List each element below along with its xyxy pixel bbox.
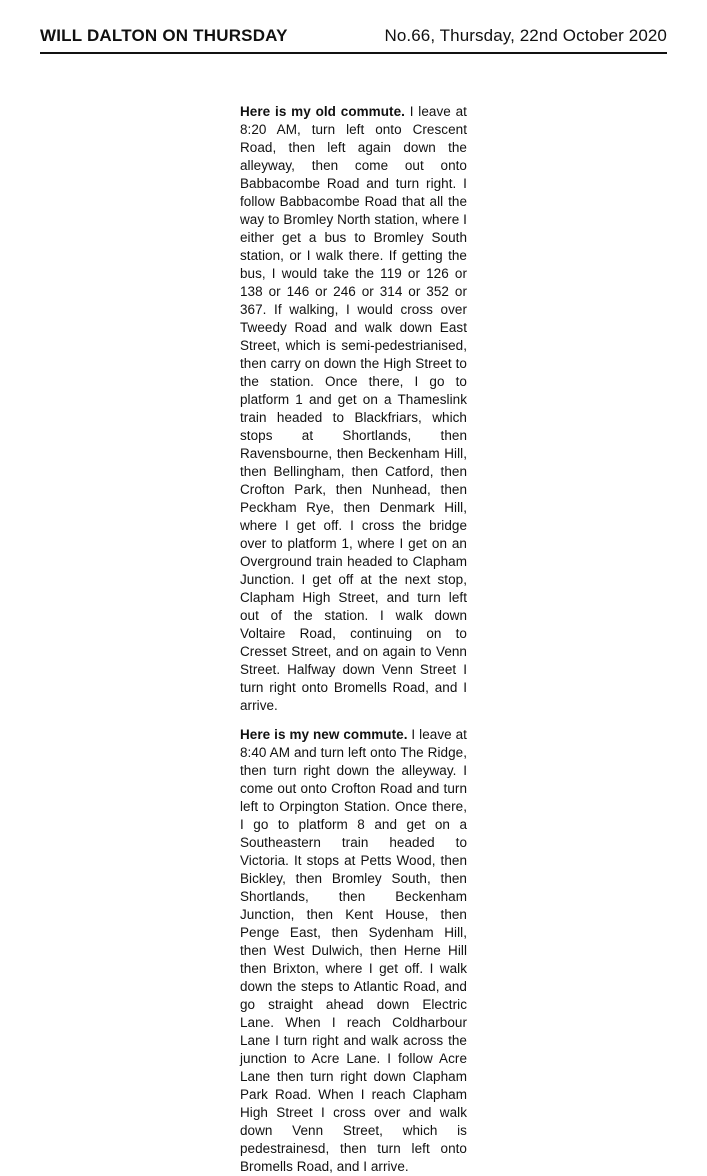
paragraph-old-commute [240,103,467,715]
paragraph-new-commute [240,726,467,1176]
masthead-title: WILL DALTON ON THURSDAY [40,26,288,45]
paragraph-old-commute-text: I leave at 8:20 AM, turn left onto Crescent Road, then left again down the alleyway, then come out onto Babbacombe Road and turn right. I follow Babbacombe Road that all the way to Bromley North station, where I either get a bus to Bromley South station, or I walk there. If getting the bus, I would take the 119 or 126 or 138 or 146 or 246 or 314 or 352 or 367. If walking, I would cross over Tweedy Road and walk down East Street, which is semi-pedestrianised, then carry on down the High Street to the station. Once there, I go to platform 1 and get on a Thameslink train headed to Blackfriars, which stops at Shortlands, then Ravensbourne, then Beckenham Hill, then Bellingham, then Catford, then Crofton Park, then Nunhead, then Peckham Rye, then Denmark Hill, where I get off. I cross the bridge over to platform 1, where I get on an Overground train headed to Clapham Junction. I get off at the next stop, Clapham High Street, and turn left out of the station. I walk down Voltaire Road, continuing on to Cresset Street, and on again to Venn Street. Halfway down Venn Street I turn right onto Bromells Road, and I arrive. [240,104,467,713]
masthead [40,26,667,54]
article-body [0,103,707,1176]
paragraph-new-commute-lead: Here is my new commute. [240,727,408,742]
masthead-issue-date: No.66, Thursday, 22nd October 2020 [384,26,667,45]
paragraph-old-commute-lead: Here is my old commute. [240,104,405,119]
article-column [240,103,467,1176]
paragraph-new-commute-text: I leave at 8:40 AM and turn left onto The Ridge, then turn right down the alleyway. I come out onto Crofton Road and turn left to Orpington Station. Once there, I go to platform 8 and get on a Southeastern train headed to Victoria. It stops at Petts Wood, then Bickley, then Bromley South, then Shortlands, then Beckenham Junction, then Kent House, then Penge East, then Sydenham Hill, then West Dulwich, then Herne Hill then Brixton, where I get off. I walk down the steps to Atlantic Road, and go straight ahead down Electric Lane. When I reach Coldharbour Lane I turn right and walk across the junction to Acre Lane. I follow Acre Lane then turn right down Clapham Park Road. When I reach Clapham High Street I cross over and walk down Venn Street, which is pedestrainesd, then turn left onto Bromells Road, and I arrive. [240,727,467,1174]
